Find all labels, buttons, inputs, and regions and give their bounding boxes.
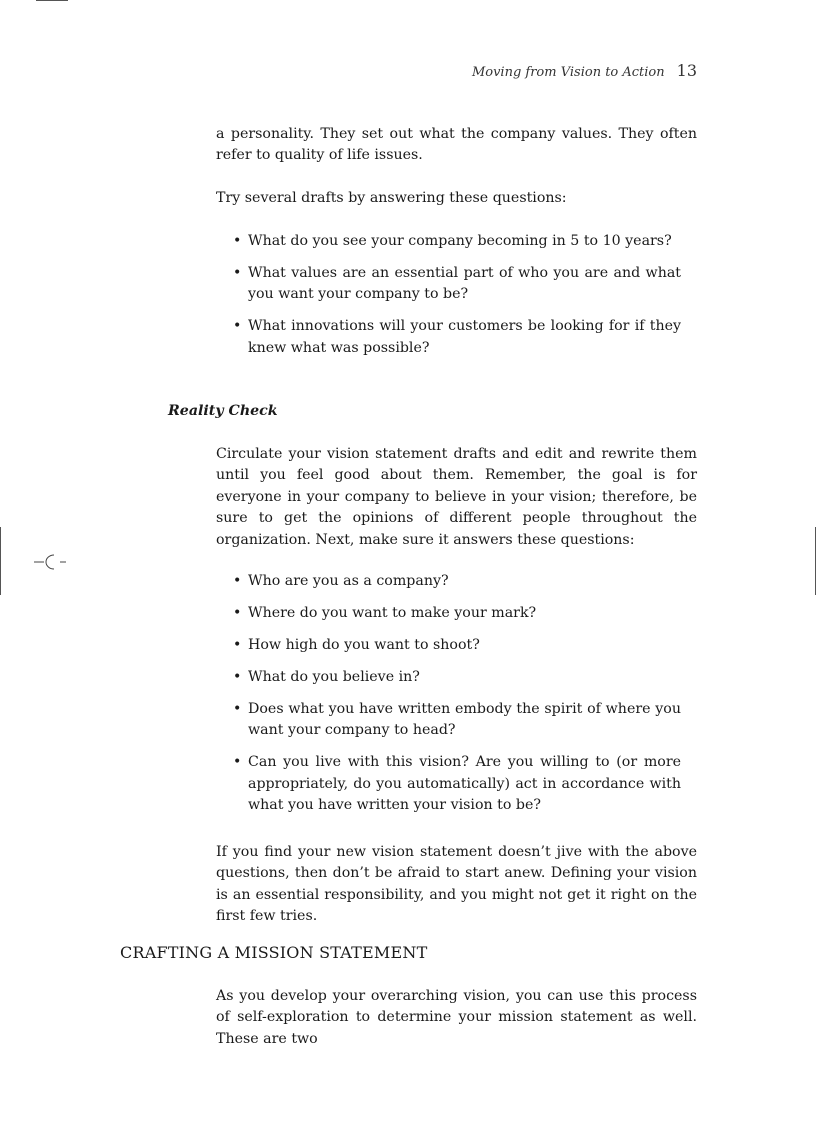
- list-item: • Who are you as a company?: [216, 571, 681, 592]
- bullet-icon: •: [233, 605, 242, 621]
- list-item: • What values are an essential part of who you are and what you want your company to be?: [233, 265, 681, 303]
- running-head-title: Moving from Vision to Action: [471, 65, 665, 80]
- reality-check-questions-list: [216, 571, 697, 827]
- closing-paragraph: If you find your new vision statement doesn’t jive with the above questions, then don’t be afraid to start anew. Defining your vision is an essential responsibility, and you might not get it right on the first few tries.: [216, 844, 697, 925]
- draft-questions-list: [216, 231, 697, 370]
- list-item: • What do you see your company becoming in 5 to 10 years?: [216, 231, 681, 252]
- list-item: • How high do you want to shoot?: [216, 635, 681, 656]
- running-head: [472, 62, 697, 82]
- list-item: • Where do you want to make your mark?: [216, 603, 681, 624]
- list-item: • What innovations will your customers be looking for if they knew what was possible?: [233, 318, 681, 356]
- registration-mark-icon: [30, 552, 70, 572]
- list-item: • Can you live with this vision? Are you willing to (or more appropriately, do you automatically) act in accordance with what you have written your vision to be?: [233, 754, 681, 814]
- mission-section-heading: CRAFTING A MISSION STATEMENT: [120, 943, 428, 962]
- bullet-icon: •: [233, 573, 242, 589]
- continued-paragraph: a personality. They set out what the company values. They often refer to quality of life issues.: [216, 126, 697, 164]
- mission-paragraph: As you develop your overarching vision, you can use this process of self-exploration to determine your mission statement as well. These are two: [216, 988, 697, 1047]
- crop-mark-top: [36, 0, 68, 1]
- crop-mark-left: [0, 527, 1, 595]
- list-item: • What do you believe in?: [216, 667, 681, 688]
- list-item: • Does what you have written embody the spirit of where you want your company to head?: [233, 701, 681, 739]
- bullet-icon: •: [233, 754, 242, 771]
- reality-check-paragraph: Circulate your vision statement drafts and edit and rewrite them until you feel good about them. Remember, the goal is for everyone in your company to believe in your vision; therefore, be sure to get the opinions of different people throughout the organization. Next, make sure it answers these questions:: [216, 446, 697, 548]
- bullet-icon: •: [233, 265, 242, 281]
- bullet-icon: •: [233, 701, 242, 717]
- bullet-icon: •: [233, 318, 242, 335]
- bullet-icon: •: [233, 669, 242, 685]
- bullet-icon: •: [233, 637, 242, 653]
- page-number: 13: [676, 61, 697, 80]
- reality-check-heading: Reality Check: [168, 403, 278, 419]
- drafts-prompt: Try several drafts by answering these questions:: [216, 190, 567, 206]
- bullet-icon: •: [233, 233, 242, 249]
